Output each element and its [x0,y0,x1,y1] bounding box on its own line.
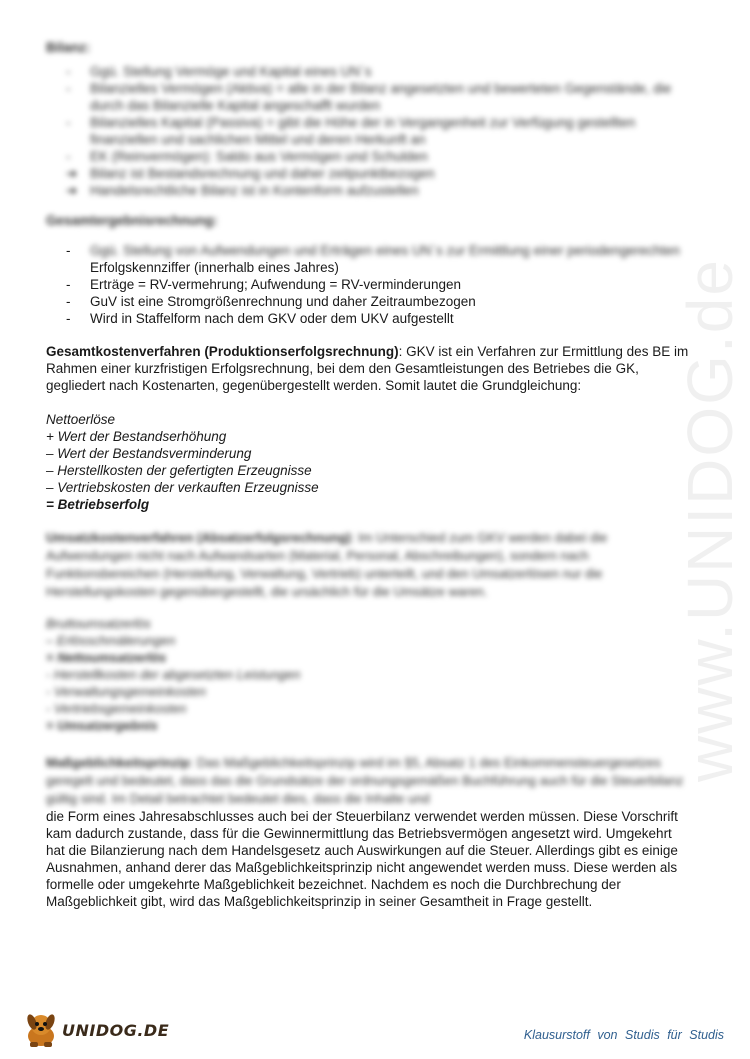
dog-mascot-icon [22,1012,60,1048]
formula-line: – Erlösschmälerungen [46,633,176,648]
formula-result: = Betriebserfolg [46,497,150,512]
mass-heading: Maßgeblichkeitsprinzip [46,755,190,770]
bilanz-list [46,63,694,199]
unidog-logo [22,1012,169,1048]
formula-line: - Verwaltungsgemeinkosten [46,684,206,699]
formula-line: - Vertriebsgemeinkosten [46,701,187,716]
gkv-heading: Gesamtkostenverfahren (Produktionserfolgsrechnung) [46,344,399,359]
bilanz-section [46,40,694,199]
gkv-paragraph: Gesamtkostenverfahren (Produktionserfolgsrechnung): GKV ist ein Verfahren zur Ermittlung des BE im Rahmen einer kurzfristigen Erfolgsrechnung, bei dem den Gesamtleistungen des Betriebes die GK, gegliedert nach Kostenarten, gegenübergestellt werden. Somit lautet die Grundgleichung: [46,344,689,393]
content [46,40,694,910]
gesamt-list [46,242,694,327]
mass-section [46,754,694,910]
bilanz-heading: Bilanz: [46,40,91,55]
list-item: - EK (Reinvermögen): Saldo aus Vermögen und Schulden [66,149,428,164]
formula-line: Nettoerlöse [46,412,116,427]
list-item: - GuV ist eine Stromgrößenrechnung und daher Zeitraumbezogen [66,294,476,309]
formula-line: – Vertriebskosten der verkauften Erzeugnisse [46,480,319,495]
list-item: - Erträge = RV-vermehrung; Aufwendung = RV-verminderungen [66,277,461,292]
mass-visible-paragraph: die Form eines Jahresabschlusses auch bei der Steuerbilanz verwendet werden müssen. Diese Vorschrift kam dadurch zustande, dass für die Gewinnermittlung das Betriebsvermögen angesetzt wird. Umgekehrt hat die Bilanzierung nach dem Handelsgesetz auch Auswirkungen auf die Steuer. Allerdings gibt es einige Ausnahmen, anhand derer das Maßgeblichkeitsprinzip nicht angewendet werden muss. Diese werden als formelle oder umgekehrte Maßgeblichkeit bezeichnet. Nachdem es noch die Durchbrechung der Maßgeblichkeit gibt, wird das Maßgeblichkeitsprinzip in seiner Gesamtheit in Frage gestellt. [46,809,678,909]
watermark-text: www.UNIDOG.de [674,258,746,782]
formula-line: – Herstellkosten der gefertigten Erzeugnisse [46,463,312,478]
list-item: - Ggü. Stellung von Aufwendungen und Erträgen eines UN´s zur Ermittlung einer periodengerechten Erfolgskennziffer (innerhalb eines Jahres) [66,243,680,275]
mass-blurred-paragraph: Maßgeblichkeitsprinzip: Das Maßgeblichkeitsprinzip wird im §5, Absatz 1 des Einkommensteuergesetzes geregelt und bedeutet, dass das die Grundsätze der ordnungsgemäßen Buchführung auch für die Steuerbilanz gültig sind. Im Detail betrachtet bedeutet dies, dass die Inhalte und [46,755,684,806]
formula-line: = Nettoumsatzerlös [46,650,167,665]
ukv-paragraph: Umsatzkostenverfahren (Absatzerfolgsrechnung): Im Unterschied zum GKV werden dabei die Aufwendungen nicht nach Aufwandsarten (Material, Personal, Abschreibungen), sondern nach Funktionsbereichen (Herstellung, Verwaltung, Vertrieb) unterteilt, und den Umsatzerlösen nur die Herstellungskosten gegenübergestellt, die ursächlich für die Umsätze waren. [46,530,608,599]
list-item: - Bilanzielles Vermögen (Aktiva) = alle in der Bilanz angesetzten und bewerteten Gegenstände, die durch das Bilanzielle Kapital angeschafft wurden [66,81,672,113]
logo-text: UNIDOG.DE [62,1020,170,1040]
formula-line: Bruttoumsatzerlös [46,616,151,631]
footer-tagline: Klausurstoff von Studis für Studis [523,1028,724,1042]
list-item: ➔ Bilanz ist Bestandsrechnung und daher zeitpunktbezogen [66,166,435,181]
list-item: - Ggü. Stellung Vermöge und Kapital eines UN´s [66,64,372,79]
gesamt-section [46,213,694,327]
gkv-section [46,343,694,513]
formula-result: = Umsatzergebnis [46,718,158,733]
ukv-formula [46,615,694,734]
list-item: ➔ Handelsrechtliche Bilanz ist in Kontenform aufzustellen [66,183,419,198]
list-item: - Bilanzielles Kapital (Passiva) = gibt die Höhe der in Vergangenheit zur Verfügung gestellten finanziellen und sachlichen Mittel und deren Herkunft an [66,115,636,147]
ukv-section [46,529,694,734]
gesamt-heading: Gesamtergebnisrechnung: [46,213,218,228]
formula-line: + Wert der Bestandserhöhung [46,429,227,444]
ukv-heading: Umsatzkostenverfahren (Absatzerfolgsrechnung) [46,530,351,545]
gkv-formula [46,411,694,513]
formula-line: – Wert der Bestandsverminderung [46,446,252,461]
list-item: - Wird in Staffelform nach dem GKV oder dem UKV aufgestellt [66,311,454,326]
formula-line: - Herstellkosten der abgesetzten Leistungen [46,667,301,682]
